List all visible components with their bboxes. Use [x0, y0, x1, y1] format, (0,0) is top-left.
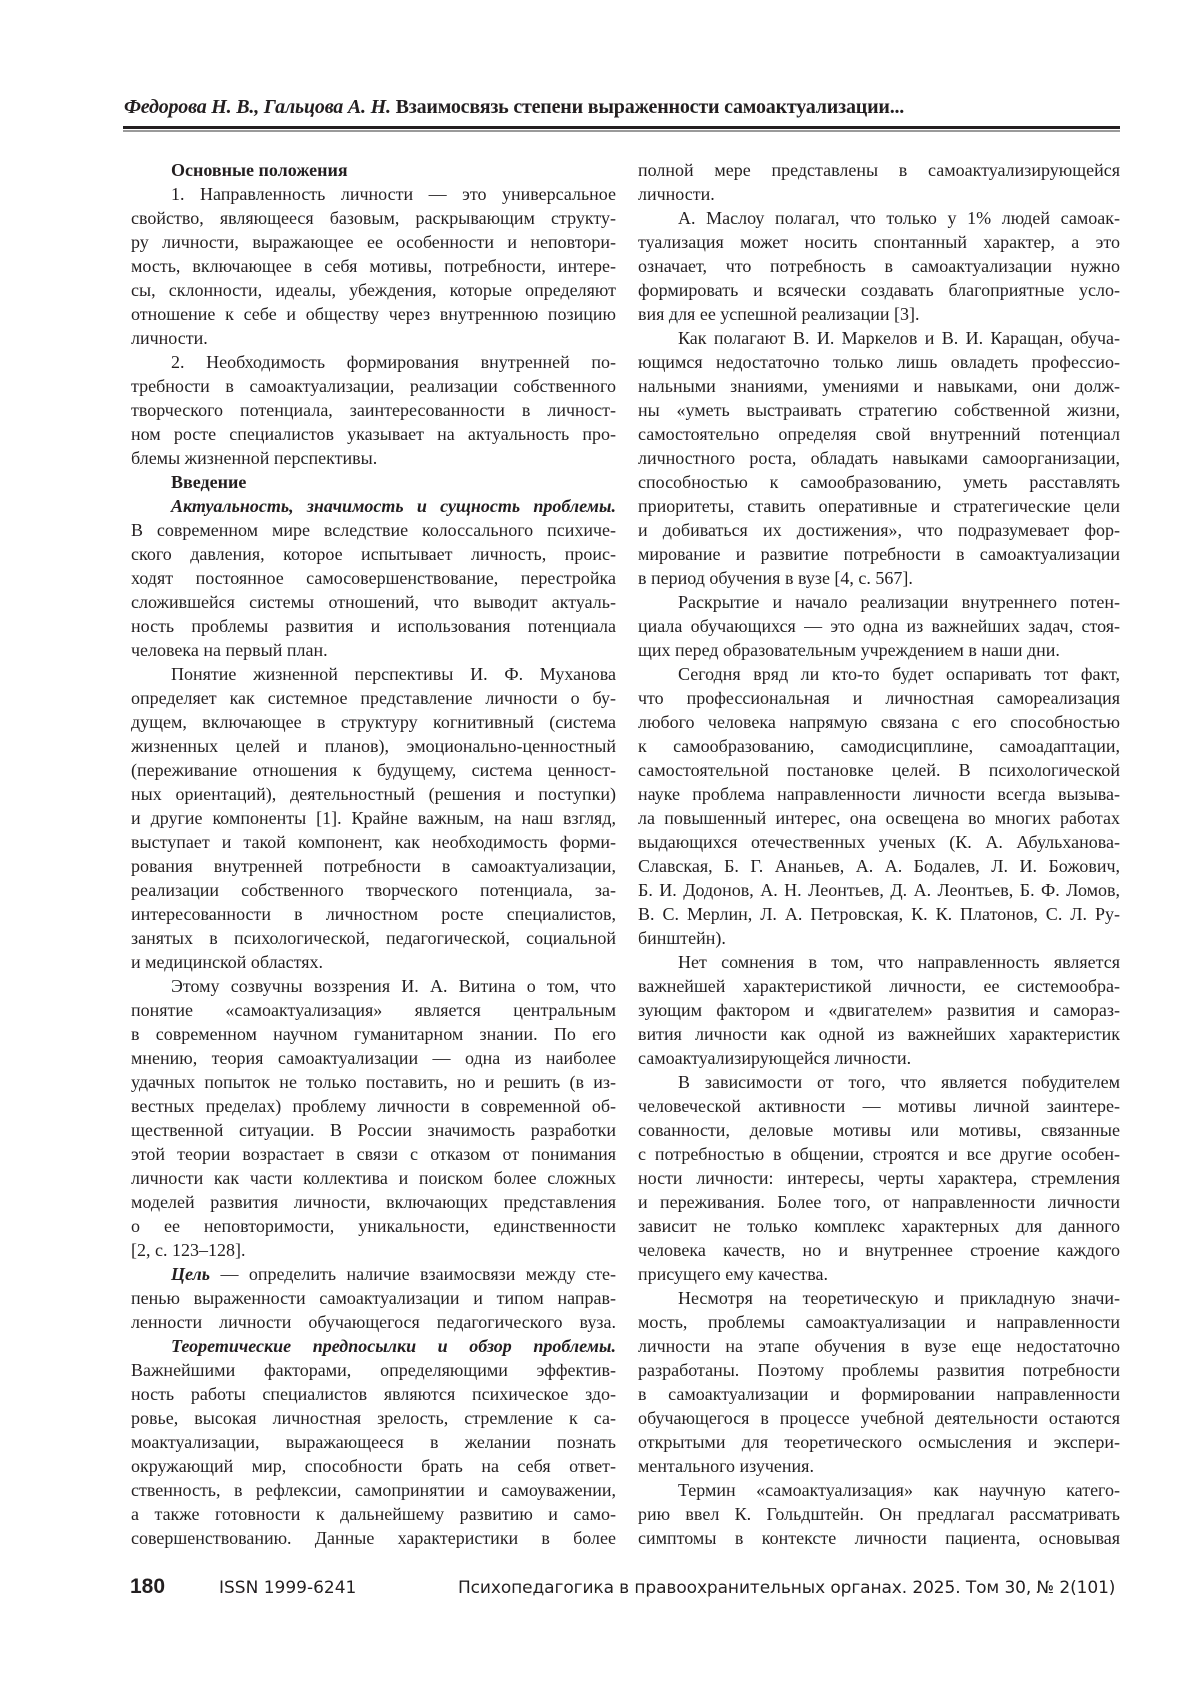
text-line: ленности личности обучающегося педагогического вуза.	[131, 1312, 616, 1332]
text-line: вития личности как одной из важнейших характеристик	[638, 1024, 1120, 1044]
text-line: ность проблемы развития и использования потенциала	[131, 616, 616, 636]
text-line: окружающий мир, способности брать на себя ответ-	[131, 1456, 616, 1476]
text-line: блемы жизненной перспективы.	[131, 448, 378, 468]
text-line: личности.	[131, 328, 208, 348]
text-line: удачных попыток не только поставить, но и решить (в из-	[131, 1072, 616, 1092]
header-authors: Федорова Н. В., Гальцова А. Н.	[124, 96, 391, 118]
text-line: личности как части коллектива и поиском более сложных	[131, 1168, 616, 1188]
issn: ISSN 1999-6241	[219, 1578, 357, 1598]
text-line: щих перед образовательным учреждением в наши дни.	[638, 640, 1060, 660]
text-line: ных ориентаций), деятельностный (решения и поступки)	[131, 784, 616, 804]
text-line: с потребностью в общении, строятся и все другие особен-	[638, 1144, 1120, 1164]
text-line: Как полагают В. И. Маркелов и В. И. Каращан, обуча-	[678, 328, 1120, 348]
text-line: В. С. Мерлин, Л. А. Петровская, К. К. Платонов, С. Л. Ру-	[638, 904, 1120, 924]
text-line: полной мере представлены в самоактуализирующейся	[638, 160, 1120, 180]
text-line: ности личности: интересы, черты характера, стремления	[638, 1168, 1120, 1188]
text-line: ру личности, выражающее ее особенности и неповтори-	[131, 232, 616, 252]
text-line: ского давления, которое испытывает личность, проис-	[131, 544, 616, 564]
text-line: дущем, включающее в структуру когнитивный (система	[131, 712, 616, 732]
text-line: присущего ему качества.	[638, 1264, 829, 1284]
text-line: о ее неповторимости, уникальности, единственности	[131, 1216, 616, 1236]
text-line	[131, 1262, 616, 1286]
section-heading: Введение	[171, 472, 247, 492]
text-line: понятие «самоактуализация» является центральным	[131, 1000, 616, 1020]
text-line: циала обучающихся — это одна из важнейших задач, стоя-	[638, 616, 1120, 636]
text-line: любого человека напрямую связана с его способностью	[638, 712, 1120, 732]
text-line: определяет как системное представление личности о бу-	[131, 688, 616, 708]
header-rule-secondary	[123, 130, 1120, 132]
text-line: в самоактуализации и формировании направленности	[638, 1384, 1120, 1404]
text-line: Сегодня вряд ли кто-то будет оспаривать тот факт,	[678, 664, 1120, 684]
text-line: в период обучения в вузе [4, с. 567].	[638, 568, 913, 588]
text-line: Понятие жизненной перспективы И. Ф. Муханова	[171, 664, 616, 684]
text-line: рию ввел К. Гольдштейн. Он предлагал рассматривать	[638, 1504, 1120, 1524]
text-line: мость, включающее в себя мотивы, потребности, интере-	[131, 256, 616, 276]
text-line: совершенствованию. Данные характеристики в более	[131, 1528, 616, 1548]
text-line: туализация может носить спонтанный характер, а это	[638, 232, 1120, 252]
text-line: Славская, Б. Г. Ананьев, А. А. Бодалев, Л. И. Божович,	[638, 856, 1120, 876]
text-line: зависит не только комплекс характерных для данного	[638, 1216, 1120, 1236]
text-line: человека качеств, но и внутреннее строение каждого	[638, 1240, 1120, 1260]
text-line: сованности, деловые мотивы или мотивы, связанные	[638, 1120, 1120, 1140]
text-line: личности на этапе обучения в вузе еще недостаточно	[638, 1336, 1120, 1356]
text-line: Этому созвучны воззрения И. А. Витина о том, что	[171, 976, 616, 996]
text-line: ментального изучения.	[638, 1456, 814, 1476]
text-line: мирование и развитие потребности в самоактуализации	[638, 544, 1120, 564]
text-line: человеческой активности — мотивы личной заинтере-	[638, 1096, 1120, 1116]
text-line: сы, склонности, идеалы, убеждения, которые определяют	[131, 280, 616, 300]
text-line: бинштейн).	[638, 928, 726, 948]
text-line: способностью к самообразованию, уметь расставлять	[638, 472, 1120, 492]
text-line: выдающихся отечественных ученых (К. А. Абульханова-	[638, 832, 1120, 852]
text-line: важнейшей характеристикой личности, ее системообра-	[638, 976, 1120, 996]
running-header	[124, 96, 904, 119]
header-rule	[123, 126, 1120, 129]
text-line-rest: — определить наличие взаимосвязи между сте-	[210, 1264, 616, 1284]
text-line: занятых в психологической, педагогической, социальной	[131, 928, 616, 948]
text-line: (переживание отношения к будущему, система ценност-	[131, 760, 616, 780]
text-line: и медицинской областях.	[131, 952, 323, 972]
text-line: Несмотря на теоретическую и прикладную значи-	[678, 1288, 1120, 1308]
text-line: ном росте специалистов указывает на актуальность про-	[131, 424, 616, 444]
text-line: означает, что потребность в самоактуализации нужно	[638, 256, 1120, 276]
text-line: Нет сомнения в том, что направленность является	[678, 952, 1120, 972]
text-line: Важнейшими факторами, определяющими эффектив-	[131, 1360, 616, 1380]
text-line: моделей развития личности, включающих представления	[131, 1192, 616, 1212]
text-line: моактуализации, выражающееся в желании познать	[131, 1432, 616, 1452]
text-line: ственность, в рефлексии, самопринятии и самоуважении,	[131, 1480, 616, 1500]
text-line: Б. И. Додонов, А. Н. Леонтьев, Д. А. Леонтьев, Б. Ф. Ломов,	[638, 880, 1120, 900]
text-line: выступает и такой компонент, как необходимость форми-	[131, 832, 616, 852]
text-line: нальными знаниями, умениями и навыками, они долж-	[638, 376, 1120, 396]
text-line: этой теории возрастает в связи с отказом от понимания	[131, 1144, 616, 1164]
text-line: 2. Необходимость формирования внутренней по-	[171, 352, 616, 372]
text-line: ходят постоянное самосовершенствование, перестройка	[131, 568, 616, 588]
text-line: что профессиональная и личностная самореализация	[638, 688, 1120, 708]
text-line: вия для ее успешной реализации [3].	[638, 304, 920, 324]
text-line: творческого потенциала, заинтересованности в личност-	[131, 400, 616, 420]
text-line: [2, с. 123–128].	[131, 1240, 246, 1260]
text-line: пенью выраженности самоактуализации и типом направ-	[131, 1288, 616, 1308]
text-line: обучающегося в процессе учебной деятельности остаются	[638, 1408, 1120, 1428]
text-line: ровье, высокая личностная зрелость, стремление к са-	[131, 1408, 616, 1428]
text-line: отношение к себе и обществу через внутреннюю позицию	[131, 304, 616, 324]
text-line: рования внутренней потребности в самоактуализации,	[131, 856, 616, 876]
text-line: к самообразованию, самодисциплине, самоадаптации,	[638, 736, 1120, 756]
text-line: А. Маслоу полагал, что только у 1% людей самоак-	[678, 208, 1120, 228]
text-line: самоактуализирующейся личности.	[638, 1048, 912, 1068]
text-line: щественной ситуации. В России значимость разработки	[131, 1120, 616, 1140]
text-line: Термин «самоактуализация» как научную катего-	[678, 1480, 1120, 1500]
text-line: науке проблема направленности личности всегда вызыва-	[638, 784, 1120, 804]
text-line: требности в самоактуализации, реализации собственного	[131, 376, 616, 396]
page-number: 180	[130, 1575, 166, 1598]
text-line: вестных пределах) проблему личности в современной об-	[131, 1096, 616, 1116]
text-line: разработаны. Поэтому проблемы развития потребности	[638, 1360, 1120, 1380]
text-line: формировать и всячески создавать благоприятные усло-	[638, 280, 1120, 300]
text-line: ющимся недостаточно только лишь овладеть профессио-	[638, 352, 1120, 372]
subsection-heading: Теоретические предпосылки и обзор проблемы.	[171, 1336, 616, 1356]
text-line: ла повышенный интерес, она освещена во многих работах	[638, 808, 1120, 828]
section-heading: Основные положения	[171, 160, 348, 180]
text-line: реализации собственного творческого потенциала, за-	[131, 880, 616, 900]
subsection-heading: Актуальность, значимость и сущность проблемы.	[171, 496, 616, 516]
text-line: мость, проблемы самоактуализации и направленности	[638, 1312, 1120, 1332]
text-line: В современном мире вследствие колоссального психиче-	[131, 520, 616, 540]
text-line: приоритеты, ставить оперативные и стратегические цели	[638, 496, 1120, 516]
header-title: Взаимосвязь степени выраженности самоактуализации...	[395, 96, 905, 118]
text-line: зующим фактором и «двигателем» развития и самораз-	[638, 1000, 1120, 1020]
text-line: и добиваться их достижения», что подразумевает фор-	[638, 520, 1120, 540]
text-line: свойство, являющееся базовым, раскрывающим структу-	[131, 208, 616, 228]
text-line: 1. Направленность личности — это универсальное	[171, 184, 616, 204]
text-line: и переживания. Более того, от направленности личности	[638, 1192, 1120, 1212]
journal-citation: Психопедагогика в правоохранительных органах. 2025. Том 30, № 2(101)	[458, 1578, 1116, 1598]
text-line: В зависимости от того, что является побудителем	[678, 1072, 1120, 1092]
text-line: сложившейся системы отношений, что выводит актуаль-	[131, 592, 616, 612]
text-line: личностного роста, обладать навыками самоорганизации,	[638, 448, 1120, 468]
text-line: ны «уметь выстраивать стратегию собственной жизни,	[638, 400, 1120, 420]
text-line: личности.	[638, 184, 715, 204]
text-line: Раскрытие и начало реализации внутреннего потен-	[678, 592, 1120, 612]
text-line: ность работы специалистов являются психическое здо-	[131, 1384, 616, 1404]
text-line: человека на первый план.	[131, 640, 328, 660]
text-line: жизненных целей и планов), эмоционально-ценностный	[131, 736, 616, 756]
text-line: интересованности в личностном росте специалистов,	[131, 904, 616, 924]
text-line: а также готовности к дальнейшему развитию и само-	[131, 1504, 616, 1524]
text-line: мнению, теория самоактуализации — одна из наиболее	[131, 1048, 616, 1068]
text-line: самостоятельной постановке целей. В психологической	[638, 760, 1120, 780]
text-line: в современном научном гуманитарном знании. По его	[131, 1024, 616, 1044]
text-line: самостоятельно определяя свой внутренний потенциал	[638, 424, 1120, 444]
text-line: открытыми для теоретического осмысления и экспери-	[638, 1432, 1120, 1452]
text-line: и другие компоненты [1]. Крайне важным, на наш взгляд,	[131, 808, 616, 828]
text-line: симптомы в контексте личности пациента, основывая	[638, 1528, 1120, 1548]
emphasis-term: Цель	[171, 1264, 211, 1284]
